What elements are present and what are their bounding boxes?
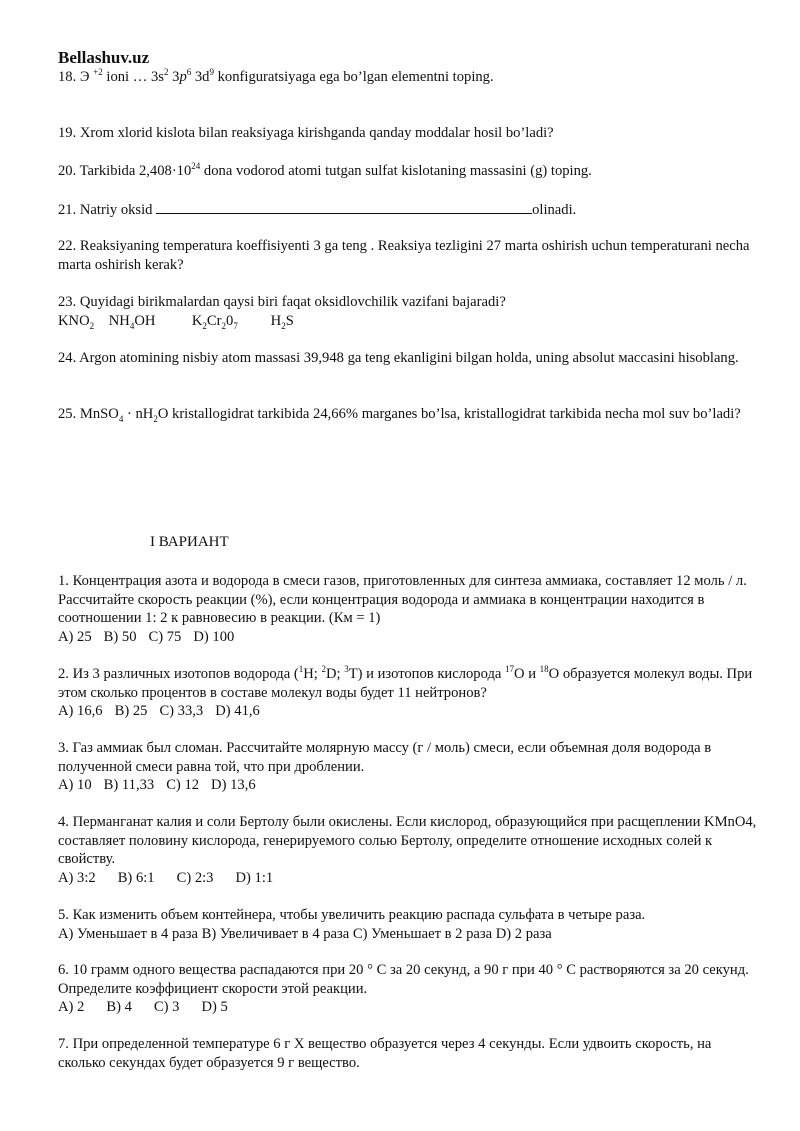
question-25: 25. MnSO$_4$ · $nH_2O$ kristallogidrat tarkibida 24,66% marganes bo’lsa, kristallogidrat tarkibida necha mol suv bo’ladi?: [58, 406, 741, 424]
answer-options: A) 16,6 B) 25 C) 33,3 D) 41,6: [58, 703, 260, 719]
question-23: 23. Quyidagi birikmalardan qaysi biri faqat oksidlovchilik vazifani bajaradi? $KNO_2$ $NH_4OH$ $K_2Cr_20_7$ $H_2S$: [58, 293, 758, 330]
question-5: 5. Как изменить объем контейнера, чтобы увеличить реакцию распада сульфата в четыре раза. A) Уменьшает в 4 раза B) Увеличивает в 4 раза C) Уменьшает в 2 раза D) 2 раза: [58, 906, 758, 943]
compound-options: $KNO_2$ $NH_4OH$ $K_2Cr_20_7$ $H_2S$: [58, 312, 294, 331]
question-18: 18. Э $^{+2}$ ioni … $3s^2$ $3p^6$ $3d^9$ konfiguratsiyaga ega bo’lgan elementni toping.: [58, 67, 494, 85]
question-20: 20. Tarkibida $2,408\cdot 10^{24}$ dona vodorod atomi tutgan sulfat kislotaning massasini (g) toping.: [58, 161, 592, 179]
question-7: 7. При определенной температуре 6 г X вещество образуется через 4 секунды. Если удвоить скорость, на сколько секундах будет образуется 9 г вещество.: [58, 1036, 712, 1071]
question-24: 24. Argon atomining nisbiy atom massasi 39,948 ga teng ekanligini bilgan holda, uning absolut массаsini hisoblang.: [58, 350, 739, 366]
answer-options: A) 25 B) 50 C) 75 D) 100: [58, 628, 235, 645]
question-6: 6. 10 грамм одного вещества распадаются при 20 ° C за 20 секунд, а 90 г при 40 ° C растворяются за 20 секунд. Определите коэффициент скорости этой реакции. A) 2 B) 4 C) 3 D) 5: [58, 961, 758, 1017]
answer-options: A) 2 B) 4 C) 3 D) 5: [58, 999, 228, 1015]
question-22: 22. Reaksiyaning temperatura koeffisiyenti 3 ga teng . Reaksiya tezligini 27 marta oshirish uchun temperaturani necha marta oshirish kerak?: [58, 238, 750, 273]
variant-title: I ВАРИАНТ: [150, 534, 229, 550]
question-19: 19. Xrom xlorid kislota bilan reaksiyaga kirishganda qanday moddalar hosil bo’ladi?: [58, 125, 554, 141]
answer-blank: [156, 200, 532, 214]
site-title: Bellashuv.uz: [58, 48, 150, 67]
answer-options: A) Уменьшает в 4 раза B) Увеличивает в 4 раза C) Уменьшает в 2 раза D) 2 раза: [58, 925, 552, 942]
question-21: 21. Natriy oksid olinadi.: [58, 202, 577, 218]
question-4: 4. Перманганат калия и соли Бертолу были окислены. Если кислород, образующийся при расщеплении KMnO4, составляет половину кислорода, генерируемого солью Бертолу, определите отношение исходных солей к свойству. A) 3:2 B) 6:1 C) 2:3 D) 1:1: [58, 814, 757, 886]
answer-options: A) 3:2 B) 6:1 C) 2:3 D) 1:1: [58, 869, 274, 886]
question-2: 2. Из 3 различных изотопов водорода ($^1$H; $^2$D; $^3$T) и изотопов кислорода $^{17}$O и $^{18}$O образуется молекул воды. При этом сколько процентов в составе молекул воды будет 11 нейтронов? A) 16,6 B) 25 C) 33,3 D) 41,6: [58, 665, 758, 721]
question-3: 3. Газ аммиак был сломан. Рассчитайте молярную массу (г / моль) смеси, если объемная доля водорода в полученной смеси равна той, что при дроблении. A) 10 B) 11,33 C) 12 D) 13,6: [58, 739, 758, 795]
answer-options: A) 10 B) 11,33 C) 12 D) 13,6: [58, 777, 256, 793]
question-1: 1. Концентрация азота и водорода в смеси газов, приготовленных для синтеза аммиака, составляет 12 моль / л. Рассчитайте скорость реакции (%), если концентрация водорода и аммиака в концентрации находится в соотношении 1: 2 к равновесию в реакции. (Км = 1) A) 25 B) 50 C) 75 D) 100: [58, 572, 758, 646]
